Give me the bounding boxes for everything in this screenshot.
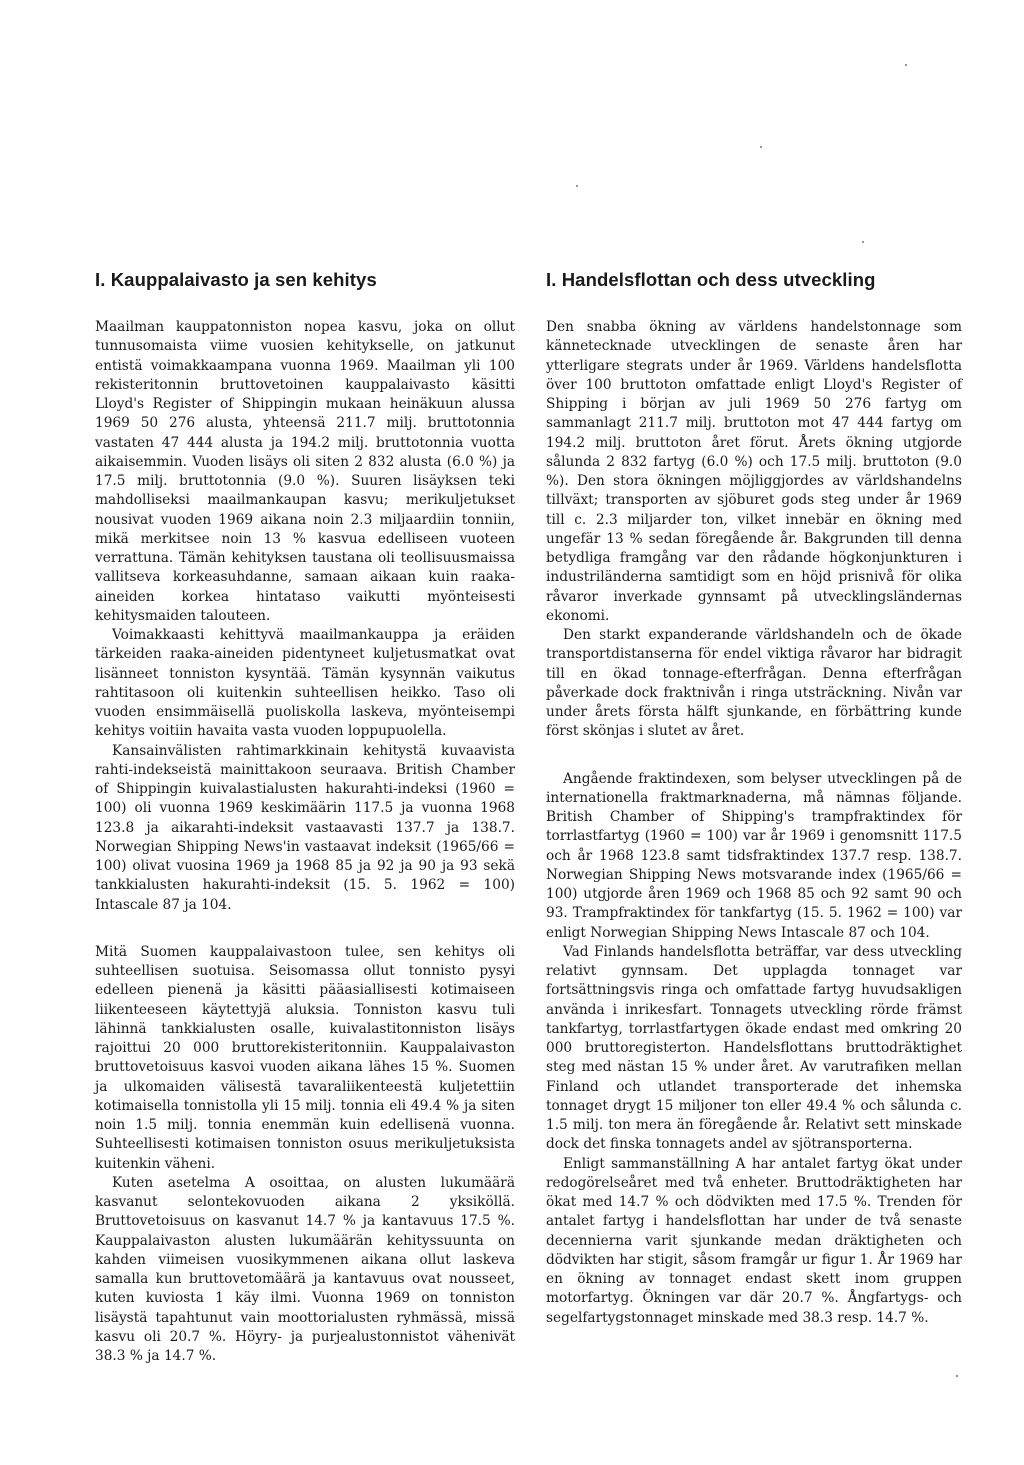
scan-speck	[576, 185, 578, 187]
finnish-paragraph: Kansainvälisten rahtimarkkinain kehitystä kuvaavista rahti-indekseistä mainittakoon seuraava. British Chamber of Shippingin kuivalastialusten hakurahti-indeksi (1960 = 100) oli vuonna 1969 keskimäärin 117.5 ja vuonna 1968 123.8 ja aikarahti-indeksit vastaavasti 137.7 ja 138.7. Norwegian Shipping News'in vastaavat indeksit (1965/66 = 100) olivat vuosina 1969 ja 1968 85 ja 92 ja 90 ja 93 sekä tankkialusten hakurahti-indeksit (15. 5. 1962 = 100) Intascale 87 ja 104.	[95, 742, 515, 913]
swedish-paragraph: Den snabba ökning av världens handelstonnage som kännetecknade utvecklingen de senaste åren har ytterligare stegrats under år 1969. Världens handelsflotta över 100 bruttoton omfattade enligt Lloyd's Register of Shipping i början av juli 1969 50 276 fartyg om sammanlagt 211.7 milj. bruttoton mot 47 444 fartyg om 194.2 milj. bruttoton året förut. Årets ökning utgjorde sålunda 2 832 fartyg (6.0 %) och 17.5 milj. bruttoton (9.0 %). Den stora ökningen möjliggjordes av världshandelns tillväxt; transporten av sjöburet gods steg under år 1969 till c. 2.3 miljarder ton, vilket innebär en ökning med ungefär 13 % sedan föregående år. Bakgrunden till denna betydliga framgång var den rådande högkonjunkturen i industriländerna samtidigt som en höjd prisnivå för olika råvaror inverkade gynnsamt på utvecklingsländernas ekonomi.	[546, 319, 962, 624]
swedish-column	[546, 268, 962, 1328]
swedish-heading: I. Handelsflottan och dess utveckling	[546, 269, 876, 290]
swedish-paragraph: Den starkt expanderande världshandeln och de ökade transportdistanserna för endel viktiga råvaror har bidragit till en ökad tonnage-efterfrågan. Denna efterfrågan påverkade dock fraktnivån i ringa utsträckning. Nivån var under årets första hälft sjunkande, en förbättring kunde först skönjas i slutet av året.	[546, 627, 962, 740]
swedish-paragraph: Angående fraktindexen, som belyser utvecklingen på de internationella fraktmarknaderna, må nämnas följande. British Chamber of Shipping's trampfraktindex för torrlastfartyg (1960 = 100) var år 1969 i genomsnitt 117.5 och år 1968 123.8 samt tidsfraktindex 137.7 resp. 138.7. Norwegian Shipping News motsvarande index (1965/66 = 100) utgjorde åren 1969 och 1968 85 och 92 samt 90 och 93. Trampfraktindex för tankfartyg (15. 5. 1962 = 100) var enligt Norwegian Shipping News Intascale 87 och 104.	[546, 770, 962, 941]
finnish-heading: I. Kauppalaivasto ja sen kehitys	[95, 269, 377, 290]
finnish-section-1	[95, 318, 515, 915]
finnish-column	[95, 268, 515, 1366]
scan-speck	[862, 241, 864, 243]
finnish-paragraph: Voimakkaasti kehittyvä maailmankauppa ja eräiden tärkeiden raaka-aineiden pidentyneet kuljetusmatkat ovat lisänneet tonniston kysyntää. Tämän kysynnän vaikutus rahtitasoon oli kuitenkin suhteellisen heikko. Taso oli vuoden ensimmäisellä puoliskolla laskeva, myönteisempi kehitys voitiin havaita vasta vuoden loppupuolella.	[95, 627, 515, 740]
finnish-paragraph: Maailman kauppatonniston nopea kasvu, joka on ollut tunnusomaista viime vuosien kehitykselle, on jatkunut entistä voimakkaampana vuonna 1969. Maailman yli 100 rekisteritonnin bruttovetoinen kauppalaivasto käsitti Lloyd's Register of Shippingin mukaan heinäkuun alussa 1969 50 276 alusta, yhteensä 211.7 milj. bruttotonnia vastaten 47 444 alusta ja 194.2 milj. bruttotonnia vuotta aikaisemmin. Vuoden lisäys oli siten 2 832 alusta (6.0 %) ja 17.5 milj. bruttotonnia (9.0 %). Suuren lisäyksen teki mahdolliseksi maailmankaupan kasvu; merikuljetukset nousivat vuoden 1969 aikana noin 2.3 miljaardiin tonniin, mikä merkitsee noin 13 % kasvua edelliseen vuoteen verrattuna. Tämän kehityksen taustana oli teollisuusmaissa vallitseva korkeasuhdanne, samaan aikaan kuin raaka-aineiden korkea hintataso vaikutti myönteisesti kehitysmaiden talouteen.	[95, 319, 515, 624]
scan-speck	[905, 64, 907, 66]
swedish-paragraph: Enligt sammanställning A har antalet fartyg ökat under redogörelseåret med två enheter. Bruttodräktigheten har ökat med 14.7 % och dödvikten med 17.5 %. Trenden för antalet fartyg i handelsflottan har under de två senaste decennierna varit sjunkande medan dräktigheten och dödvikten har stigit, såsom framgår ur figur 1. År 1969 har en ökning av tonnaget endast skett inom gruppen motorfartyg. Ökningen var där 20.7 %. Ångfartygs- och segelfartygstonnaget minskade med 38.3 resp. 14.7 %.	[546, 1155, 962, 1326]
finnish-section-2	[95, 943, 515, 1367]
finnish-paragraph: Kuten asetelma A osoittaa, on alusten lukumäärä kasvanut selontekovuoden aikana 2 yksiköllä. Bruttovetoisuus on kasvanut 14.7 % ja kantavuus 17.5 %. Kauppalaivaston alusten lukumäärän kehityssuunta on kahden viimeisen vuosikymmenen aikana ollut laskeva samalla kun bruttovetomäärä ja kantavuus ovat nousseet, kuten kuviosta 1 käy ilmi. Vuonna 1969 on tonniston lisäystä tapahtunut vain moottorialusten ryhmässä, missä kasvu oli 20.7 %. Höyry- ja purjealustonnistot vähenivät 38.3 % ja 14.7 %.	[95, 1174, 515, 1364]
finnish-paragraph: Mitä Suomen kauppalaivastoon tulee, sen kehitys oli suhteellisen suotuisa. Seisomassa ollut tonnisto pysyi edelleen pienenä ja käsitti pääasiallisesti kotimaiseen liikenteeseen käytettyjä aluksia. Tonniston kasvu tuli lähinnä tankkialusten osalle, kuivalastitonniston lisäys rajoittui 20 000 bruttorekisteritonniin. Kauppalaivaston bruttovetoisuus kasvoi vuoden aikana lähes 15 %. Suomen ja ulkomaiden välisestä tavaraliikenteestä kuljetettiin kotimaisella tonnistolla yli 15 milj. tonnia eli 49.4 % ja siten noin 1.5 milj. tonnia enemmän kuin edellisenä vuonna. Suhteellisesti kotimaisen tonniston osuus merikuljetuksista kuitenkin väheni.	[95, 943, 515, 1172]
scan-speck	[760, 146, 762, 148]
swedish-section-2	[546, 770, 962, 1328]
swedish-section-1	[546, 318, 962, 742]
swedish-paragraph: Vad Finlands handelsflotta beträffar, var dess utveckling relativt gynnsam. Det upplagda tonnaget var fortsättningsvis ringa och omfattade fartyg huvudsakligen använda i inrikesfart. Tonnagets utveckling rörde främst tankfartyg, torrlastfartygen ökade endast med omkring 20 000 bruttoregisterton. Handelsflottans bruttodräktighet steg med nästan 15 % under året. Av varutrafiken mellan Finland och utlandet transporterade det inhemska tonnaget drygt 15 miljoner ton eller 49.4 % och sålunda c. 1.5 milj. ton mera än föregående år. Relativt sett minskade dock det finska tonnagets andel av sjötransporterna.	[546, 943, 962, 1153]
scan-speck	[956, 1375, 958, 1377]
